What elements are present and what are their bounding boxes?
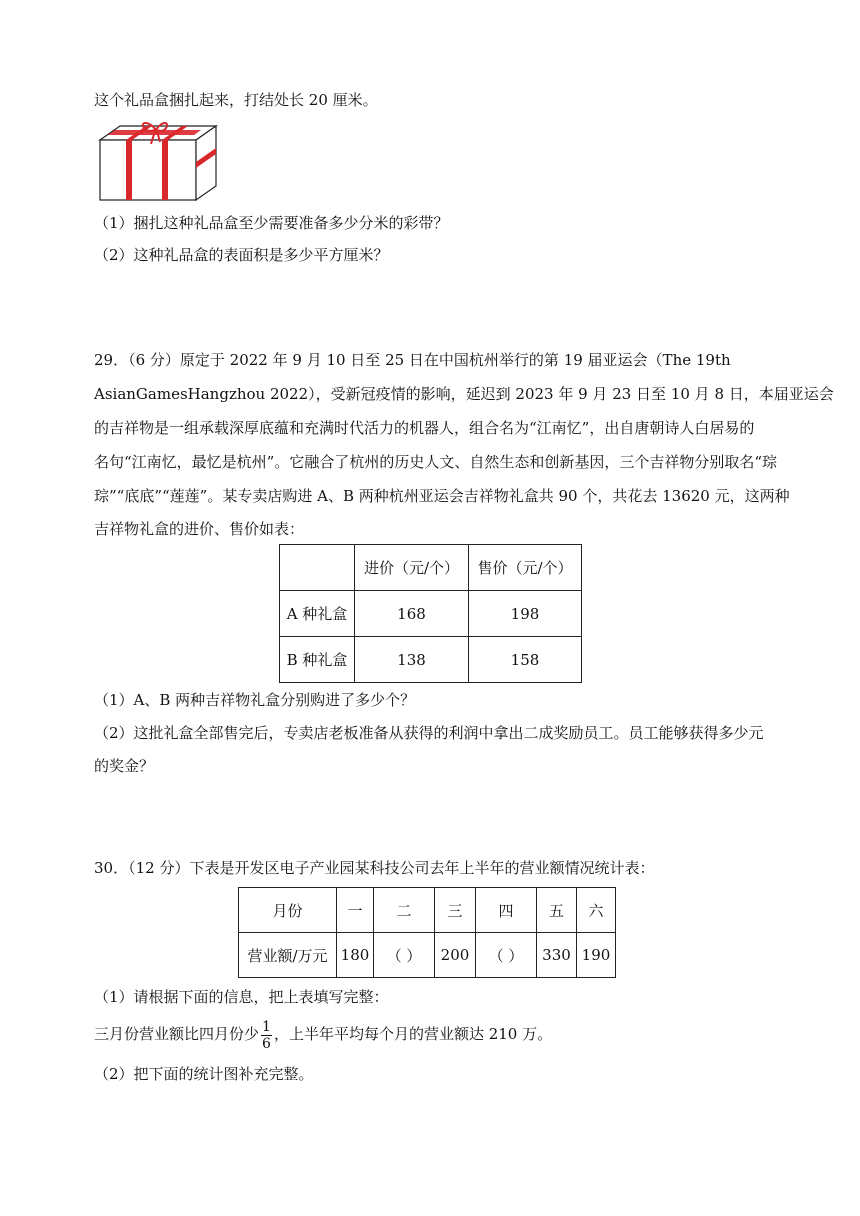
table-cell: 180 (337, 933, 374, 978)
q30-sub2: （2）把下面的统计图补充完整。 (94, 1065, 314, 1083)
table-cell: 198 (469, 591, 582, 637)
table-cell: A 种礼盒 (280, 591, 355, 637)
q28-intro: 这个礼品盒捆扎起来，打结处长 20 厘米。 (94, 91, 378, 109)
blank-answer-cell[interactable]: （ ） (476, 933, 537, 978)
table-header-cost: 进价（元/个） (355, 545, 469, 591)
fraction-denominator: 6 (262, 1035, 271, 1052)
q30-intro: 30．（12 分）下表是开发区电子产业园某科技公司去年上半年的营业额情况统计表： (94, 859, 655, 877)
table-row (239, 888, 616, 933)
table-row (280, 637, 582, 683)
table-header-price: 售价（元/个） (469, 545, 582, 591)
q29-line-1: 29．（6 分）原定于 2022 年 9 月 10 日至 25 日在中国杭州举行的第 19 届亚运会（The 19th (94, 351, 731, 369)
table-cell: 六 (577, 888, 616, 933)
table-header-empty (280, 545, 355, 591)
q28-sub1: （1）捆扎这种礼品盒至少需要准备多少分米的彩带？ (94, 214, 449, 232)
q28-sub2: （2）这种礼品盒的表面积是多少平方厘米？ (94, 246, 389, 264)
q30-revenue-table (238, 887, 616, 978)
table-cell: 三 (435, 888, 476, 933)
table-cell: 一 (337, 888, 374, 933)
q29-line-2: AsianGamesHangzhou 2022），受新冠疫情的影响，延迟到 2023 年 9 月 23 日至 10 月 8 日，本届亚运会 (94, 385, 834, 403)
q29-price-table (279, 544, 582, 683)
table-cell: 158 (469, 637, 582, 683)
blank-answer-cell[interactable]: （ ） (374, 933, 435, 978)
q29-sub2-line-2: 的奖金？ (94, 757, 155, 775)
table-cell: 月份 (239, 888, 337, 933)
ribbon-front-left (126, 140, 132, 200)
table-cell: 二 (374, 888, 435, 933)
table-cell: 138 (355, 637, 469, 683)
table-cell: 190 (577, 933, 616, 978)
table-cell: B 种礼盒 (280, 637, 355, 683)
table-cell: 四 (476, 888, 537, 933)
table-cell: 330 (537, 933, 577, 978)
q29-line-4: 名句“江南忆，最忆是杭州”。它融合了杭州的历史人文、自然生态和创新基因，三个吉祥物分别取名“琮 (94, 453, 778, 471)
table-row (280, 591, 582, 637)
table-cell: 五 (537, 888, 577, 933)
q29-line-3: 的吉祥物是一组承载深厚底蕴和充满时代活力的机器人，组合名为“江南忆”，出自唐朝诗人白居易的 (94, 419, 755, 437)
q29-line-6: 吉祥物礼盒的进价、售价如表： (94, 520, 305, 538)
fraction (261, 1019, 272, 1052)
table-cell: 200 (435, 933, 476, 978)
q30-info (94, 1016, 552, 1052)
q30-sub1: （1）请根据下面的信息，把上表填写完整： (94, 988, 389, 1006)
q30-info-after: ，上半年平均每个月的营业额达 210 万。 (273, 1025, 553, 1043)
q30-info-before: 三月份营业额比四月份少 (94, 1025, 260, 1043)
gift-box-front (100, 140, 196, 200)
q29-sub1: （1）A、B 两种吉祥物礼盒分别购进了多少个？ (94, 691, 416, 709)
q29-line-5: 琮”“底底”“莲莲”。某专卖店购进 A、B 两种杭州亚运会吉祥物礼盒共 90 个，共花去 13620 元，这两种 (94, 487, 790, 505)
table-cell: 营业额/万元 (239, 933, 337, 978)
ribbon-front-right (162, 140, 168, 200)
table-row (239, 933, 616, 978)
fraction-numerator: 1 (262, 1018, 271, 1035)
gift-box-figure (96, 118, 220, 202)
q29-sub2-line-1: （2）这批礼盒全部售完后，专卖店老板准备从获得的利润中拿出二成奖励员工。员工能够获得多少元 (94, 724, 764, 742)
table-cell: 168 (355, 591, 469, 637)
